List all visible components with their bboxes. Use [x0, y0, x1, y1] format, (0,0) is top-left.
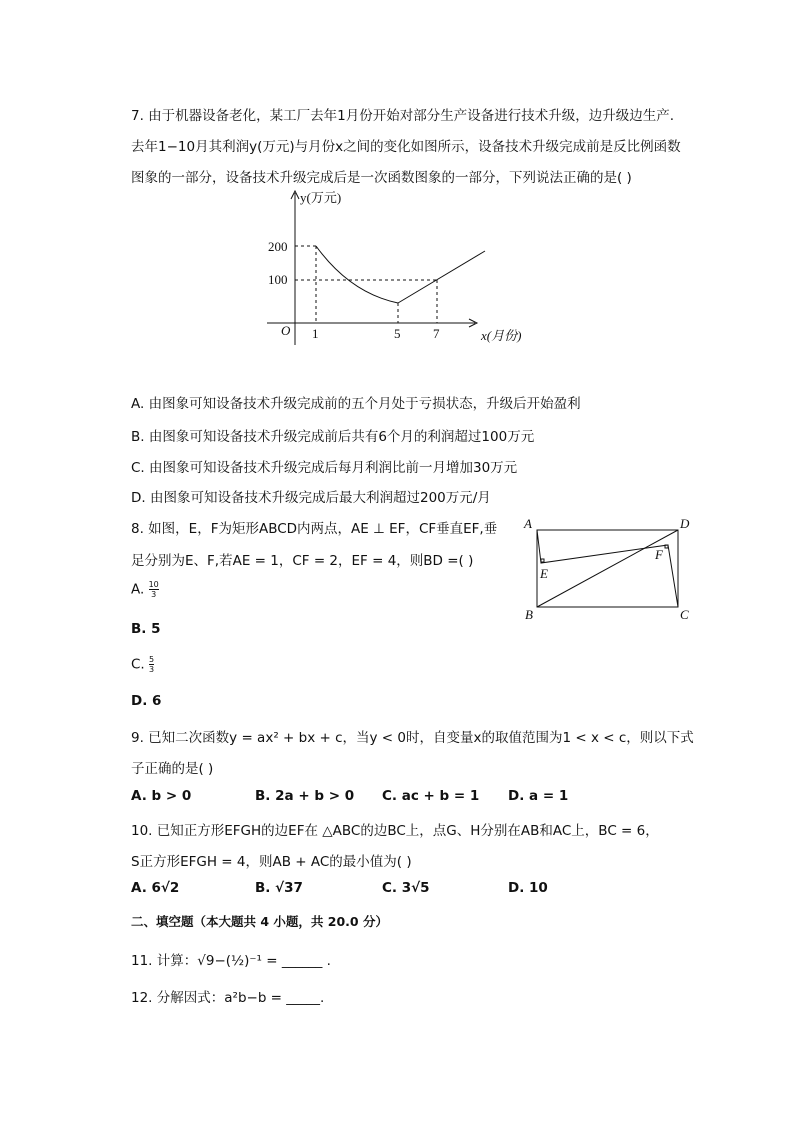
- numerator: 10: [148, 580, 159, 589]
- q7-graph: [255, 185, 545, 355]
- q8-rectangle-figure: [520, 512, 700, 627]
- label-a: A: [524, 516, 532, 531]
- x-tick-5: 5: [394, 326, 401, 341]
- q9-option-b: B. 2a + b > 0: [255, 788, 355, 804]
- x-axis-label: x(月份): [481, 328, 522, 343]
- q7-line-3: 图象的一部分，设备技术升级完成后是一次函数图象的一部分，下列说法正确的是( ): [131, 170, 632, 186]
- q8-option-a: [131, 580, 159, 599]
- option-label: A.: [131, 581, 145, 598]
- q9-option-a: A. b > 0: [131, 788, 192, 804]
- q10-option-d: D. 10: [508, 880, 548, 896]
- q9-option-c: C. ac + b = 1: [382, 788, 480, 804]
- fraction: [149, 655, 154, 674]
- q10-option-b: B. √37: [255, 880, 303, 896]
- q8-line-2: 足分别为E、F,若AE = 1，CF = 2，EF = 4，则BD =( ): [131, 553, 474, 569]
- fraction: [149, 580, 159, 599]
- q7-option-d: D. 由图象可知设备技术升级完成后最大利润超过200万元/月: [131, 490, 491, 506]
- label-b: B: [525, 607, 533, 622]
- denominator: 3: [151, 590, 157, 599]
- section-title: 二、填空题（本大题共 4 小题，共 20.0 分）: [131, 914, 388, 929]
- inverse-curve: [316, 246, 398, 303]
- numerator: 5: [149, 655, 155, 664]
- q9-option-d: D. a = 1: [508, 788, 569, 804]
- q8-option-b: B. 5: [131, 621, 161, 637]
- linear-segment: [398, 251, 485, 303]
- y-tick-200: 200: [268, 239, 288, 254]
- label-d: D: [680, 516, 690, 531]
- q8-line-1: 8. 如图，E，F为矩形ABCD内两点，AE ⊥ EF，CF垂直EF,垂: [131, 521, 498, 537]
- origin-label: O: [281, 323, 291, 338]
- q9-line-2: 子正确的是( ): [131, 761, 214, 777]
- q10-option-a: A. 6√2: [131, 880, 180, 896]
- q7-option-b: B. 由图象可知设备技术升级完成前后共有6个月的利润超过100万元: [131, 429, 535, 445]
- y-tick-100: 100: [268, 272, 288, 287]
- option-label: C.: [131, 656, 145, 673]
- q7-line-2: 去年1−10月其利润y(万元)与月份x之间的变化如图所示，设备技术升级完成前是反比例函数: [131, 139, 681, 155]
- label-f: F: [655, 547, 663, 562]
- x-tick-7: 7: [433, 326, 440, 341]
- y-axis-label: y(万元): [300, 190, 342, 205]
- q10-line-2: S正方形EFGH = 4，则AB + AC的最小值为( ): [131, 854, 412, 870]
- q10-line-1: 10. 已知正方形EFGH的边EF在 △ABC的边BC上，点G、H分别在AB和AC上，BC = 6，: [131, 823, 659, 839]
- q8-option-d: D. 6: [131, 693, 162, 709]
- q7-option-c: C. 由图象可知设备技术升级完成后每月利润比前一月增加30万元: [131, 460, 518, 476]
- q9-line-1: 9. 已知二次函数y = ax² + bx + c，当y < 0时，自变量x的取值范围为1 < x < c，则以下式: [131, 730, 694, 746]
- label-c: C: [680, 607, 689, 622]
- q7-option-a: A. 由图象可知设备技术升级完成前的五个月处于亏损状态，升级后开始盈利: [131, 396, 581, 412]
- q10-option-c: C. 3√5: [382, 880, 430, 896]
- q12: 12. 分解因式：a²b−b = _____.: [131, 990, 325, 1006]
- label-e: E: [540, 566, 548, 581]
- q8-option-c: [131, 655, 154, 674]
- q11: 11. 计算：√9−(½)⁻¹ = ______ .: [131, 953, 331, 969]
- x-tick-1: 1: [312, 326, 319, 341]
- denominator: 3: [149, 665, 155, 674]
- q7-line-1: 7. 由于机器设备老化，某工厂去年1月份开始对部分生产设备进行技术升级，边升级边生产.: [131, 108, 675, 124]
